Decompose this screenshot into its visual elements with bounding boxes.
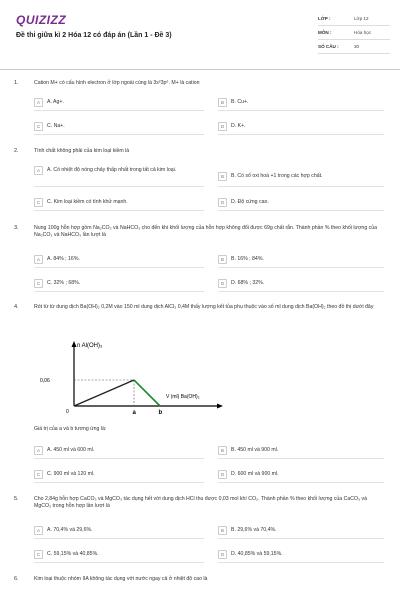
meta-value: Lớp 12 bbox=[354, 16, 369, 21]
divider bbox=[34, 134, 204, 135]
meta-row-subject bbox=[318, 26, 390, 40]
question-2 bbox=[14, 148, 390, 218]
option-text: C. 59,15% và 40,85%. bbox=[47, 551, 99, 557]
question-number: 2. bbox=[14, 148, 19, 154]
origin-label: 0 bbox=[66, 409, 69, 415]
question-text: Cation M+ có cấu hình electron ở lớp ngoài cùng là 3s²3p⁶. M+ là cation bbox=[34, 80, 200, 86]
option-letter: B bbox=[218, 172, 227, 181]
option-letter: A bbox=[34, 526, 43, 535]
page-title: Đề thi giữa kì 2 Hóa 12 có đáp án (Lần 1 - Đề 3) bbox=[16, 32, 172, 39]
option-letter: C bbox=[34, 122, 43, 131]
option-text: C. Kim loại kiềm có tính khử mạnh. bbox=[47, 199, 128, 205]
y-axis-label: n Al(OH)₃ bbox=[77, 343, 103, 349]
option-text: A. 84% ; 16%. bbox=[47, 256, 80, 262]
option-a[interactable] bbox=[34, 446, 204, 455]
divider bbox=[218, 538, 384, 539]
x-tick-label: a bbox=[132, 410, 136, 416]
option-letter: D bbox=[218, 550, 227, 559]
question-text: Tính chất không phải của kim loại kiềm là bbox=[34, 148, 130, 154]
question-6 bbox=[14, 576, 390, 590]
divider bbox=[34, 110, 204, 111]
option-c[interactable] bbox=[34, 279, 204, 288]
divider bbox=[34, 267, 204, 268]
option-text: D. 40,85% và 59,15%. bbox=[231, 551, 283, 557]
option-b[interactable] bbox=[218, 446, 384, 455]
question-3 bbox=[14, 225, 390, 297]
option-letter: A bbox=[34, 166, 43, 175]
option-text: A. Ag+. bbox=[47, 99, 64, 105]
option-letter: C bbox=[34, 550, 43, 559]
option-a[interactable] bbox=[34, 98, 204, 107]
option-a[interactable] bbox=[34, 255, 204, 264]
option-c[interactable] bbox=[34, 122, 204, 131]
divider bbox=[218, 562, 384, 563]
option-text: D. K+. bbox=[231, 123, 246, 129]
divider bbox=[34, 538, 204, 539]
option-text: B. 29,6% và 70,4%. bbox=[231, 527, 277, 533]
x-axis-label: V (ml) Ba(OH)₂ bbox=[166, 394, 200, 400]
option-d[interactable] bbox=[218, 550, 384, 559]
precipitate-chart bbox=[34, 338, 224, 420]
meta-value: 30 bbox=[354, 44, 360, 49]
meta-row-count bbox=[318, 40, 390, 54]
question-1 bbox=[14, 80, 390, 140]
option-d[interactable] bbox=[218, 279, 384, 288]
option-text: C. Na+. bbox=[47, 123, 65, 129]
option-letter: D bbox=[218, 122, 227, 131]
x-tick-label: b bbox=[158, 410, 163, 416]
option-letter: A bbox=[34, 255, 43, 264]
option-b[interactable] bbox=[218, 98, 384, 107]
divider bbox=[218, 291, 384, 292]
option-a[interactable] bbox=[34, 526, 204, 535]
option-text: B. Có số oxi hoá +1 trong các hợp chất. bbox=[231, 173, 323, 179]
meta-key: LỚP : bbox=[318, 16, 331, 21]
question-number: 3. bbox=[14, 225, 19, 231]
option-text: C. 32% ; 68%. bbox=[47, 280, 81, 286]
option-c[interactable] bbox=[34, 198, 204, 207]
option-letter: D bbox=[218, 198, 227, 207]
option-text: B. Cu+. bbox=[231, 99, 249, 105]
divider bbox=[218, 210, 384, 211]
meta-table bbox=[318, 12, 390, 54]
option-d[interactable] bbox=[218, 198, 384, 207]
option-letter: B bbox=[218, 255, 227, 264]
option-d[interactable] bbox=[218, 470, 384, 479]
option-text: C. 900 ml và 120 ml. bbox=[47, 471, 95, 477]
divider bbox=[34, 562, 204, 563]
chart-svg bbox=[34, 338, 224, 420]
meta-value: Hóa học bbox=[354, 30, 372, 35]
divider bbox=[218, 110, 384, 111]
option-text: D. 600 ml và 900 ml. bbox=[231, 471, 279, 477]
option-text: B. 450 ml và 900 ml. bbox=[231, 447, 279, 453]
option-letter: A bbox=[34, 98, 43, 107]
divider bbox=[218, 186, 384, 187]
quizizz-logo: QUIZIZZ bbox=[16, 13, 67, 27]
option-b[interactable] bbox=[218, 526, 384, 535]
question-text: Rót từ từ dung dịch Ba(OH)₂ 0,2M vào 150 ml dung dịch AlCl₃ 0,4M thấy lượng kết tủa phụ thuộc vào số ml dung dịch Ba(OH)₂ theo đồ thị dưới đây bbox=[34, 304, 374, 310]
series-rising-segment bbox=[74, 380, 134, 406]
question-text: Nung 100g hỗn hợp gồm Na₂CO₃ và NaHCO₃ cho đến khi khối lượng của hỗn hợp không đổi được 69g chất rắn. Thành phần % theo khối lượng của Na₂CO₃ và NaHCO₃ lần lượt là bbox=[34, 225, 378, 238]
question-number: 5. bbox=[14, 496, 19, 502]
option-text: A. Có nhiệt độ nóng chảy thấp nhất trong tất cả kim loại. bbox=[47, 167, 177, 173]
question-number: 4. bbox=[14, 304, 19, 310]
option-b[interactable] bbox=[218, 255, 384, 264]
option-a[interactable] bbox=[34, 166, 204, 175]
option-letter: B bbox=[218, 98, 227, 107]
question-prompt: Giá trị của a và b tương ứng là: bbox=[34, 426, 107, 432]
option-text: B. 16% ; 84%. bbox=[231, 256, 264, 262]
question-number: 6. bbox=[14, 576, 19, 582]
meta-key: SỐ CÂU : bbox=[318, 44, 339, 49]
option-letter: A bbox=[34, 446, 43, 455]
option-letter: C bbox=[34, 470, 43, 479]
meta-key: MÔN : bbox=[318, 30, 332, 35]
option-letter: D bbox=[218, 279, 227, 288]
option-letter: C bbox=[34, 279, 43, 288]
option-b[interactable] bbox=[218, 172, 384, 181]
option-letter: B bbox=[218, 446, 227, 455]
question-text: Cho 2,84g hỗn hợp CaCO₃ và MgCO₃ tác dụng hết với dung dịch HCl thu được 0,03 mol khí CO₂. Thành phần % theo khối lượng của CaCO₃ và MgCO₃ trong hỗn hợp lần lượt là bbox=[34, 496, 368, 509]
option-text: D. 68% ; 32%. bbox=[231, 280, 265, 286]
divider bbox=[34, 482, 204, 483]
y-tick-label: 0,06 bbox=[40, 378, 50, 384]
y-axis-arrow bbox=[72, 341, 77, 347]
question-text: Kim loại thuộc nhóm IIA không tác dụng với nước ngay cả ở nhiệt độ cao là bbox=[34, 576, 208, 582]
question-number: 1. bbox=[14, 80, 19, 86]
divider bbox=[34, 291, 204, 292]
option-d[interactable] bbox=[218, 122, 384, 131]
divider bbox=[218, 134, 384, 135]
x-axis-arrow bbox=[217, 404, 223, 409]
divider bbox=[34, 186, 204, 187]
divider bbox=[218, 482, 384, 483]
option-c[interactable] bbox=[34, 550, 204, 559]
option-letter: D bbox=[218, 470, 227, 479]
option-letter: B bbox=[218, 526, 227, 535]
divider bbox=[218, 458, 384, 459]
option-letter: C bbox=[34, 198, 43, 207]
option-text: A. 450 ml và 600 ml. bbox=[47, 447, 95, 453]
meta-row-class bbox=[318, 12, 390, 26]
divider bbox=[218, 267, 384, 268]
series-falling-segment bbox=[134, 380, 160, 406]
divider bbox=[34, 210, 204, 211]
option-c[interactable] bbox=[34, 470, 204, 479]
question-5 bbox=[14, 496, 390, 570]
worksheet-header bbox=[0, 0, 400, 70]
divider bbox=[34, 458, 204, 459]
option-text: D. Độ cứng cao. bbox=[231, 199, 269, 205]
option-text: A. 70,4% và 29,6%. bbox=[47, 527, 93, 533]
